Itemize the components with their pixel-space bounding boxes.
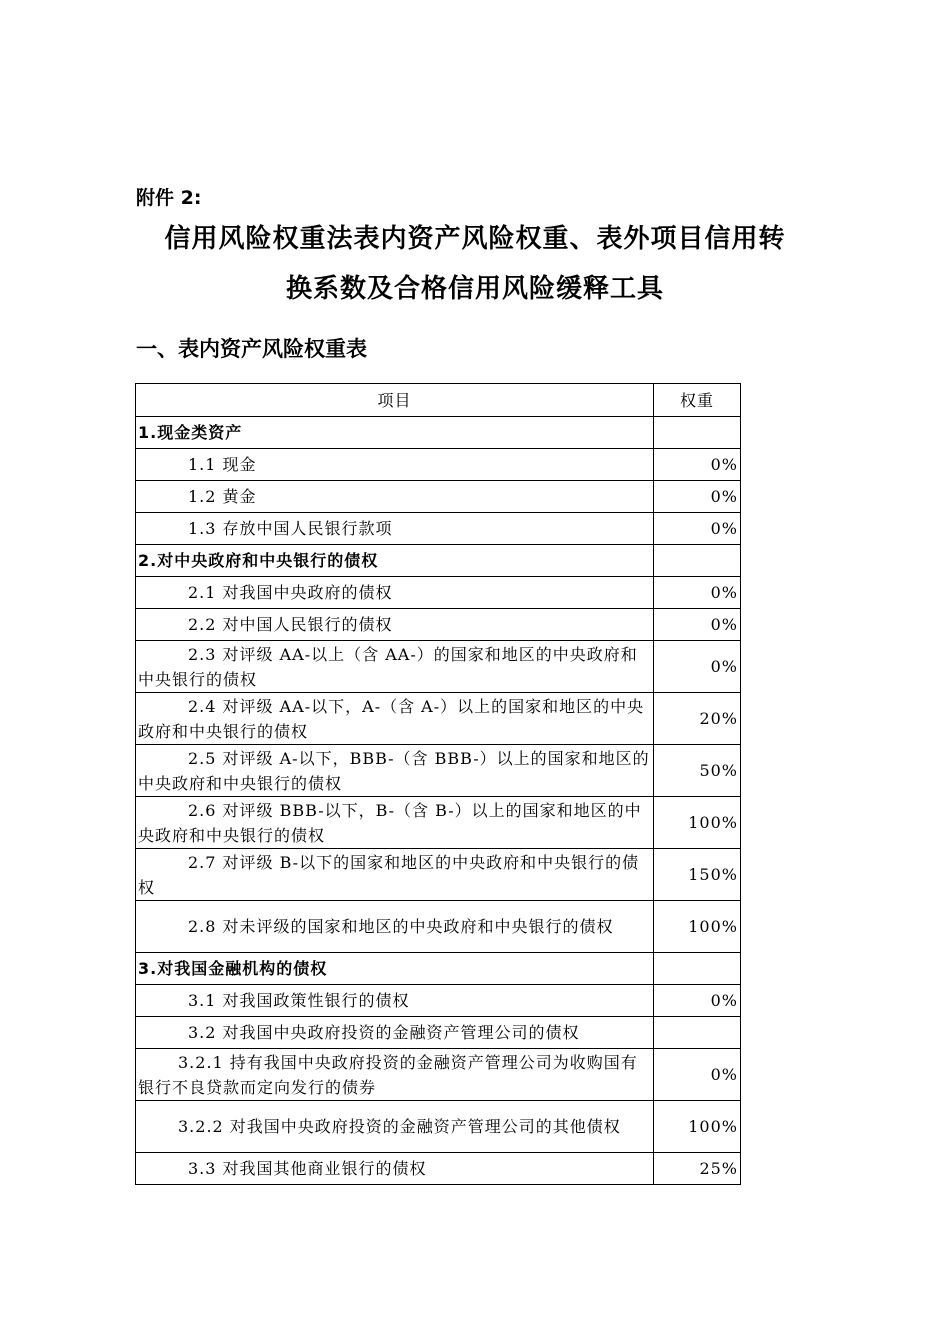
table-row (136, 901, 741, 953)
row-weight: 0% (654, 609, 741, 641)
row-weight: 0% (654, 641, 741, 693)
row-item: 3.3 对我国其他商业银行的债权 (136, 1153, 654, 1185)
row-item: 1.现金类资产 (136, 417, 654, 449)
row-weight: 50% (654, 745, 741, 797)
document-title-line-2: 换系数及合格信用风险缓释工具 (285, 274, 664, 304)
row-weight: 0% (654, 513, 741, 545)
table-row (136, 797, 741, 849)
row-item: 2.2 对中国人民银行的债权 (136, 609, 654, 641)
row-item: 2.4 对评级 AA-以下，A-（含 A-）以上的国家和地区的中央政府和中央银行的债权 (136, 693, 654, 745)
row-weight: 0% (654, 449, 741, 481)
row-item: 1.1 现金 (136, 449, 654, 481)
table-row (136, 1049, 741, 1101)
row-item: 3.2.2 对我国中央政府投资的金融资产管理公司的其他债权 (136, 1101, 654, 1153)
table-row (136, 481, 741, 513)
table-row (136, 985, 741, 1017)
row-weight (654, 1017, 741, 1049)
table-row (136, 693, 741, 745)
row-weight: 20% (654, 693, 741, 745)
row-weight: 0% (654, 1049, 741, 1101)
row-weight: 0% (654, 985, 741, 1017)
row-item: 3.2.1 持有我国中央政府投资的金融资产管理公司为收购国有银行不良贷款而定向发行的债券 (136, 1049, 654, 1101)
attachment-label: 附件 2: (136, 187, 202, 209)
table-row (136, 577, 741, 609)
row-weight (654, 953, 741, 985)
row-weight (654, 417, 741, 449)
row-weight: 100% (654, 797, 741, 849)
row-item: 2.5 对评级 A-以下，BBB-（含 BBB-）以上的国家和地区的中央政府和中央银行的债权 (136, 745, 654, 797)
table-row (136, 1017, 741, 1049)
header-item: 项目 (136, 384, 654, 417)
row-item: 3.2 对我国中央政府投资的金融资产管理公司的债权 (136, 1017, 654, 1049)
section-heading: 一、表内资产风险权重表 (136, 337, 367, 361)
table-row (136, 449, 741, 481)
row-weight: 0% (654, 481, 741, 513)
document-title-line-1: 信用风险权重法表内资产风险权重、表外项目信用转 (164, 224, 786, 254)
row-weight: 0% (654, 577, 741, 609)
row-item: 2.7 对评级 B-以下的国家和地区的中央政府和中央银行的债权 (136, 849, 654, 901)
row-item: 1.3 存放中国人民银行款项 (136, 513, 654, 545)
table-row (136, 513, 741, 545)
table-row (136, 545, 741, 577)
row-item: 1.2 黄金 (136, 481, 654, 513)
row-weight: 25% (654, 1153, 741, 1185)
header-weight: 权重 (654, 384, 741, 417)
table-row (136, 417, 741, 449)
row-weight (654, 545, 741, 577)
table-row (136, 849, 741, 901)
row-item: 2.8 对未评级的国家和地区的中央政府和中央银行的债权 (136, 901, 654, 953)
table-row (136, 1101, 741, 1153)
row-item: 3.对我国金融机构的债权 (136, 953, 654, 985)
row-item: 3.1 对我国政策性银行的债权 (136, 985, 654, 1017)
row-weight: 150% (654, 849, 741, 901)
table-row (136, 1153, 741, 1185)
table-row (136, 745, 741, 797)
risk-weight-table (135, 383, 741, 1185)
table-row (136, 609, 741, 641)
table-header-row (136, 384, 741, 417)
table-row (136, 953, 741, 985)
row-item: 2.对中央政府和中央银行的债权 (136, 545, 654, 577)
row-item: 2.3 对评级 AA-以上（含 AA-）的国家和地区的中央政府和中央银行的债权 (136, 641, 654, 693)
row-item: 2.1 对我国中央政府的债权 (136, 577, 654, 609)
table-row (136, 641, 741, 693)
row-item: 2.6 对评级 BBB-以下，B-（含 B-）以上的国家和地区的中央政府和中央银行的债权 (136, 797, 654, 849)
row-weight: 100% (654, 1101, 741, 1153)
row-weight: 100% (654, 901, 741, 953)
